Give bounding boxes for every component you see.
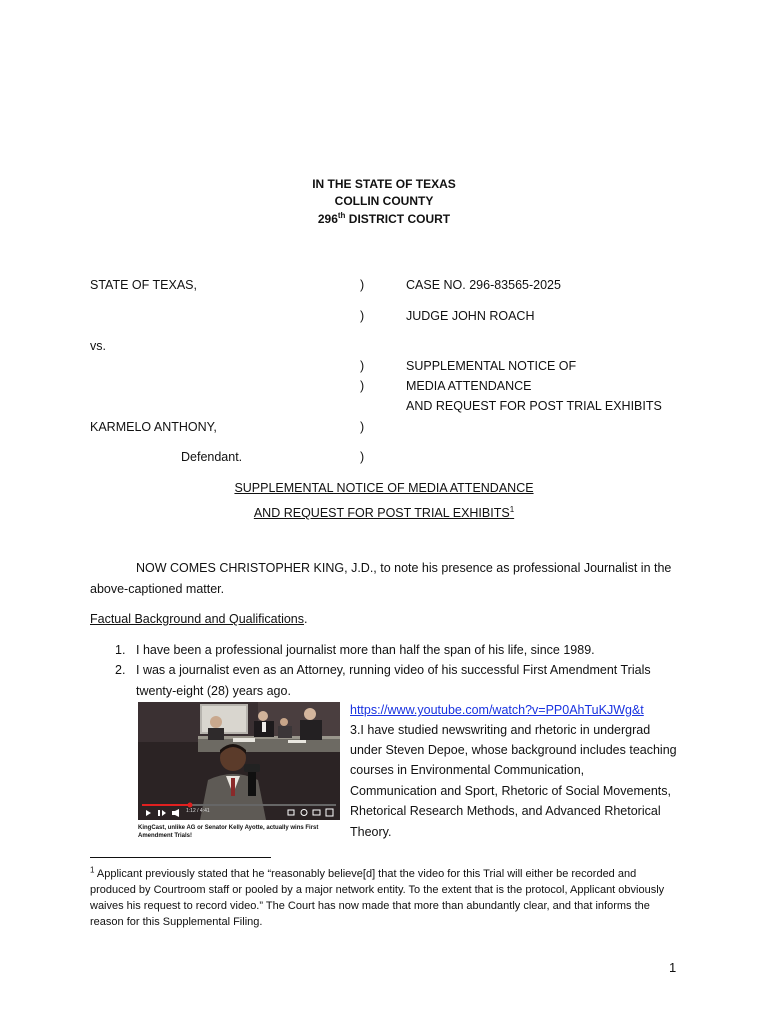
- court-district: 296th DISTRICT COURT: [317, 211, 451, 226]
- section-heading: Factual Background and Qualifications.: [90, 612, 308, 626]
- doc-title-line2: MEDIA ATTENDANCE: [406, 379, 532, 393]
- footnote-divider: [90, 857, 271, 858]
- page-number: 1: [669, 960, 677, 975]
- video-timestamp: 1:12 / 4:41: [186, 808, 210, 814]
- list-item-3-line: Communication and Sport, Rhetoric of Social Movements,: [350, 784, 671, 798]
- judge-name: JUDGE JOHN ROACH: [406, 309, 535, 323]
- caption-paren: ): [360, 278, 365, 292]
- list-item-3-line: courses in Environmental Communication,: [350, 763, 585, 777]
- list-item-2-line1: I was a journalist even as an Attorney, running video of his successful First Amendment Trials: [136, 663, 651, 677]
- video-thumbnail[interactable]: [138, 702, 340, 820]
- video-caption: KingCast, unlike AG or Senator Kelly Ayotte, actually wins First Amendment Trials!: [138, 825, 319, 839]
- list-number: 2.: [115, 663, 126, 677]
- caption-paren: ): [360, 309, 365, 323]
- list-item-3-line: 3.I have studied newswriting and rhetoric in undergrad: [350, 723, 651, 737]
- notice-title-line1: SUPPLEMENTAL NOTICE OF MEDIA ATTENDANCE: [234, 481, 534, 495]
- case-number: CASE NO. 296-83565-2025: [406, 278, 561, 292]
- caption-paren: ): [360, 420, 365, 434]
- doc-title-line1: SUPPLEMENTAL NOTICE OF: [406, 359, 577, 373]
- caption-paren: ): [360, 359, 365, 373]
- list-number: 1.: [115, 643, 126, 657]
- intro-line1: NOW COMES CHRISTOPHER KING, J.D., to note his presence as professional Journalist in the: [136, 561, 672, 575]
- list-item-3-line: Rhetorical Research Methods, and Advanced Rhetorical: [350, 804, 661, 818]
- notice-title-line2: AND REQUEST FOR POST TRIAL EXHIBITS$^1$: [253, 504, 515, 520]
- caption-paren: ): [360, 450, 365, 464]
- versus-label: vs.: [90, 339, 106, 353]
- list-item-1: I have been a professional journalist more than half the span of his life, since 1989.: [136, 643, 595, 657]
- courtroom-scene-image: [138, 702, 340, 820]
- youtube-link-wrapper: [350, 702, 644, 718]
- list-item-3-line: Theory.: [350, 825, 392, 839]
- youtube-link[interactable]: https://www.youtube.com/watch?v=PP0AhTuKJWg&t: [350, 703, 644, 717]
- doc-title-line3: AND REQUEST FOR POST TRIAL EXHIBITS: [406, 399, 662, 413]
- court-county: COLLIN COUNTY: [334, 194, 434, 208]
- caption-paren: ): [360, 379, 365, 393]
- footnote-1: $^1$ Applicant previously stated that he “reasonably believe[d] that the video for this Trial will either be recorded and produced by Courtroom staff or pooled by a major network entity. To the extent that is the protocol, Applicant obviously waives his request to record video.” The Court has now made that more than abundantly clear, and that informs the reason for this Supplemental Filing.: [90, 865, 665, 928]
- court-state: IN THE STATE OF TEXAS: [312, 177, 456, 191]
- defendant-label: Defendant.: [181, 450, 243, 464]
- defendant-name: KARMELO ANTHONY,: [90, 420, 217, 434]
- intro-line2: above-captioned matter.: [90, 582, 225, 596]
- list-item-3-line: under Steven Depoe, whose background includes teaching: [350, 743, 677, 757]
- plaintiff-name: STATE OF TEXAS,: [90, 278, 197, 292]
- list-item-2-line2: twenty-eight (28) years ago.: [136, 684, 291, 698]
